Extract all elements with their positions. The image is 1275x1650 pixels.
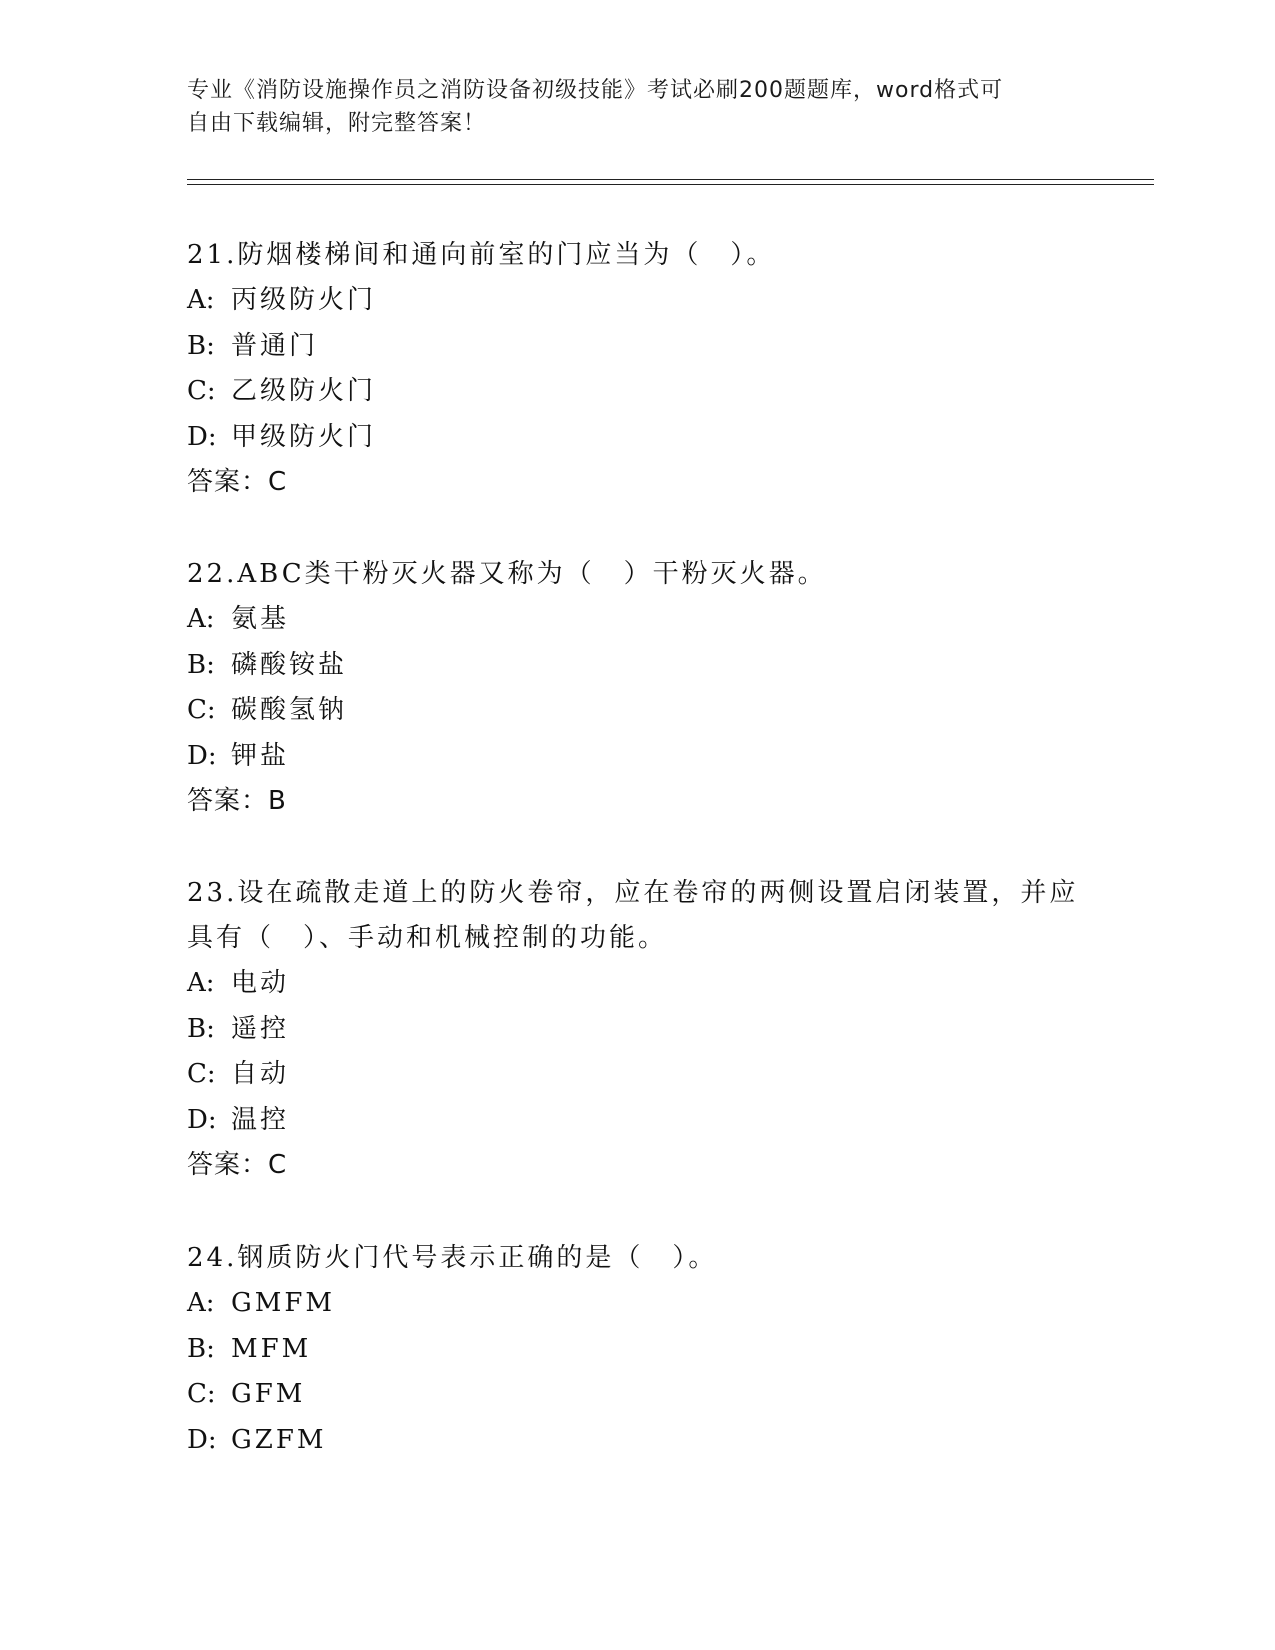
question-stem: 23.设在疏散走道上的防火卷帘，应在卷帘的两侧设置启闭装置，并应具有（ ）、手动和机械控制的功能。 [187, 878, 1079, 953]
option-text: 钾盐 [231, 740, 290, 771]
question-stem: 21.防烟楼梯间和通向前室的门应当为（ ）。 [187, 240, 776, 270]
option-a [187, 961, 1087, 1007]
option-c [187, 1372, 1087, 1418]
answer-line: 答案：B [187, 786, 287, 816]
option-letter: D: [187, 1424, 217, 1455]
option-letter: C: [187, 1379, 216, 1409]
option-c [187, 688, 1087, 734]
option-text: GZFM [231, 1424, 327, 1455]
answer-line: 答案：C [187, 467, 288, 497]
option-letter: B: [187, 330, 215, 361]
option-letter: A: [187, 968, 215, 998]
option-b [187, 1327, 1087, 1373]
header-line-2: 自由下载编辑，附完整答案！ [187, 111, 487, 136]
option-text: 乙级防火门 [231, 376, 377, 406]
option-text: 温控 [231, 1104, 290, 1135]
header-divider-bottom [187, 184, 1154, 185]
option-letter: D: [187, 1104, 217, 1135]
option-text: 碳酸氢钠 [231, 695, 348, 725]
document-header [187, 74, 1067, 140]
option-letter: C: [187, 1059, 216, 1089]
option-text: GFM [231, 1379, 306, 1409]
option-b [187, 324, 1087, 370]
option-a [187, 278, 1087, 324]
option-d [187, 1418, 1087, 1464]
question-stem: 24.钢质防火门代号表示正确的是（ ）。 [187, 1243, 718, 1273]
option-letter: A: [187, 285, 215, 315]
option-a [187, 597, 1087, 643]
option-letter: D: [187, 740, 217, 771]
option-letter: C: [187, 376, 216, 406]
question-23 [187, 871, 1087, 1188]
option-letter: D: [187, 421, 217, 452]
answer-line: 答案：C [187, 1150, 288, 1180]
option-text: 磷酸铵盐 [231, 649, 348, 680]
question-21 [187, 233, 1087, 505]
option-text: MFM [231, 1333, 312, 1364]
option-text: 自动 [231, 1059, 290, 1089]
option-letter: B: [187, 1013, 215, 1044]
option-text: 电动 [231, 968, 290, 998]
option-c [187, 369, 1087, 415]
option-c [187, 1052, 1087, 1098]
option-d [187, 734, 1087, 780]
option-text: 甲级防火门 [231, 421, 377, 452]
option-text: 普通门 [231, 330, 319, 361]
option-letter: C: [187, 695, 216, 725]
option-letter: B: [187, 649, 215, 680]
header-divider-top [187, 179, 1154, 180]
option-text: 氨基 [231, 604, 290, 634]
question-stem: 22.ABC类干粉灭火器又称为（ ）干粉灭火器。 [187, 559, 827, 589]
option-text: 丙级防火门 [231, 285, 377, 315]
option-d [187, 415, 1087, 461]
header-line-1: 专业《消防设施操作员之消防设备初级技能》考试必刷200题题库，word格式可 [187, 78, 1004, 103]
option-letter: B: [187, 1333, 215, 1364]
option-a [187, 1281, 1087, 1327]
option-b [187, 1007, 1087, 1053]
option-b [187, 643, 1087, 689]
option-text: 遥控 [231, 1013, 290, 1044]
question-24 [187, 1236, 1087, 1463]
option-letter: A: [187, 1288, 215, 1318]
option-d [187, 1098, 1087, 1144]
option-letter: A: [187, 604, 215, 634]
option-text: GMFM [231, 1288, 336, 1318]
question-22 [187, 552, 1087, 824]
